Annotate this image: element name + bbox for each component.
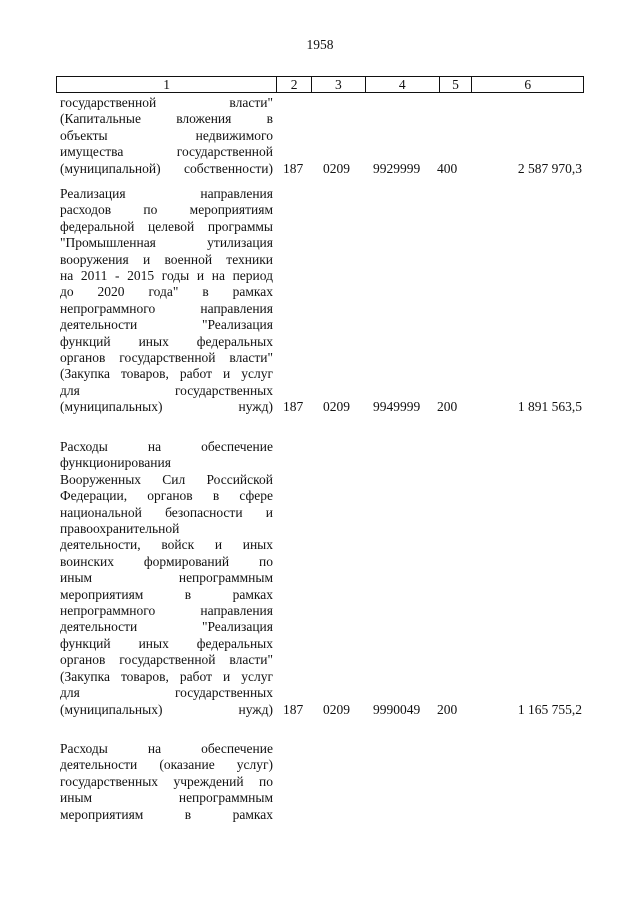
description-line: (Закупка товаров, работ и услуг bbox=[60, 668, 273, 684]
description-line: федеральной целевой программы bbox=[60, 218, 273, 234]
description-line: непрограммного направления bbox=[60, 603, 273, 619]
description-line: до 2020 года" в рамках bbox=[60, 284, 273, 300]
description-line: органов государственной власти" bbox=[60, 652, 273, 668]
row-description bbox=[60, 741, 273, 823]
description-line: мероприятиям в рамках bbox=[60, 586, 273, 602]
description-line: государственных учреждений по bbox=[60, 773, 273, 789]
header-col-6: 6 bbox=[524, 77, 532, 92]
description-line: Федерации, органов в сфере bbox=[60, 488, 273, 504]
description-line: государственной власти" bbox=[60, 95, 273, 110]
description-line: для государственных bbox=[60, 685, 273, 701]
description-line: Расходы на обеспечение bbox=[60, 741, 273, 756]
description-line: расходов по мероприятиям bbox=[60, 202, 273, 218]
description-line: (Капитальные вложения в bbox=[60, 111, 273, 127]
row-section-code: 0209 bbox=[323, 701, 350, 717]
table-header bbox=[56, 76, 584, 93]
row-expense-type: 200 bbox=[437, 399, 458, 415]
description-line: (муниципальных) нужд) bbox=[60, 399, 273, 415]
row-description bbox=[60, 186, 273, 416]
description-line: имущества государственной bbox=[60, 144, 273, 160]
table-row bbox=[60, 439, 588, 718]
row-target-code: 9949999 bbox=[373, 399, 421, 415]
description-line: функций иных федеральных bbox=[60, 333, 273, 349]
row-target-code: 9990049 bbox=[373, 701, 421, 717]
table-row bbox=[60, 186, 588, 416]
description-line: деятельности "Реализация bbox=[60, 317, 273, 333]
description-line: правоохранительной bbox=[60, 521, 180, 537]
row-department-code: 187 bbox=[283, 160, 304, 176]
page-number: 1958 bbox=[306, 37, 334, 52]
description-line: Вооруженных Сил Российской bbox=[60, 471, 273, 487]
description-line: органов государственной власти" bbox=[60, 350, 273, 366]
description-line: деятельности "Реализация bbox=[60, 619, 273, 635]
description-line: деятельности (оказание услуг) bbox=[60, 757, 273, 773]
description-line: мероприятиям в рамках bbox=[60, 806, 273, 822]
header-col-3: 3 bbox=[312, 77, 366, 92]
description-line: "Промышленная утилизация bbox=[60, 235, 273, 251]
row-department-code: 187 bbox=[283, 399, 304, 415]
description-line: Реализация направления bbox=[60, 186, 273, 201]
description-line: объекты недвижимого bbox=[60, 127, 273, 143]
row-department-code: 187 bbox=[283, 701, 304, 717]
description-line: для государственных bbox=[60, 382, 273, 398]
description-line: на 2011 - 2015 годы и на период bbox=[60, 268, 273, 284]
description-line: (муниципальной) собственности) bbox=[60, 160, 273, 176]
description-line: функций иных федеральных bbox=[60, 635, 273, 651]
row-amount: 1 165 755,2 bbox=[517, 701, 582, 717]
description-line: (Закупка товаров, работ и услуг bbox=[60, 366, 273, 382]
header-col-1: 1 bbox=[57, 77, 277, 92]
row-expense-type: 400 bbox=[437, 160, 458, 176]
row-section-code: 0209 bbox=[323, 160, 350, 176]
table-row bbox=[60, 741, 588, 823]
description-line: Расходы на обеспечение bbox=[60, 439, 273, 454]
description-line: (муниципальных) нужд) bbox=[60, 701, 273, 717]
header-col-2: 2 bbox=[277, 77, 312, 92]
row-description bbox=[60, 439, 273, 718]
row-amount: 1 891 563,5 bbox=[517, 399, 582, 415]
row-expense-type: 200 bbox=[437, 701, 458, 717]
row-section-code: 0209 bbox=[323, 399, 350, 415]
row-amount: 2 587 970,3 bbox=[517, 160, 582, 176]
header-col-5: 5 bbox=[440, 77, 473, 92]
header-col-4: 4 bbox=[366, 77, 440, 92]
description-line: деятельности, войск и иных bbox=[60, 537, 273, 553]
description-line: национальной безопасности и bbox=[60, 504, 273, 520]
description-line: иным непрограммным bbox=[60, 570, 273, 586]
description-line: непрограммного направления bbox=[60, 300, 273, 316]
description-line: вооружения и военной техники bbox=[60, 251, 273, 267]
description-line: воинских формирований по bbox=[60, 553, 273, 569]
table-row bbox=[60, 95, 588, 177]
description-line: иным непрограммным bbox=[60, 790, 273, 806]
description-line: функционирования bbox=[60, 455, 171, 471]
row-target-code: 9929999 bbox=[373, 160, 421, 176]
